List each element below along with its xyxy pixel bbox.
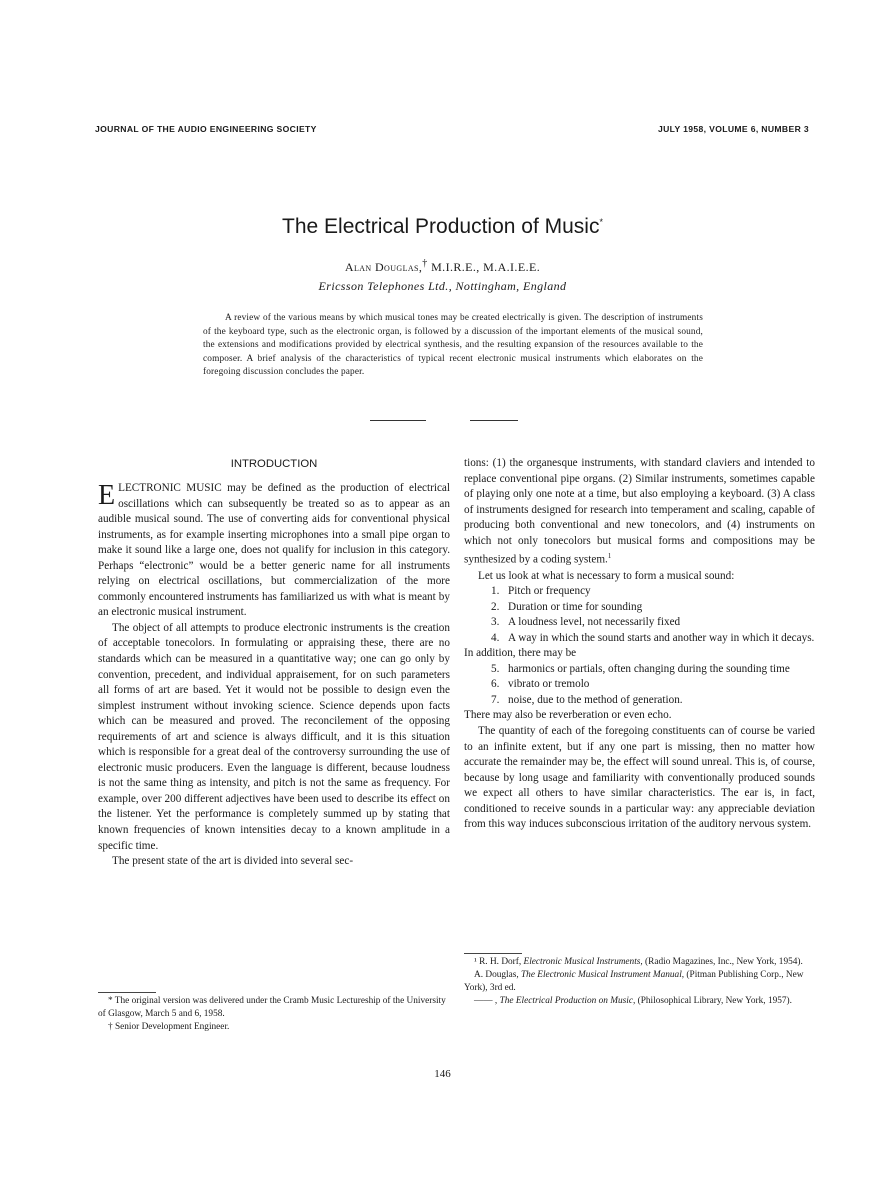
list-item — [464, 584, 815, 600]
list-item-text: Pitch or frequency — [508, 585, 591, 598]
section-heading-introduction: INTRODUCTION — [230, 458, 318, 470]
list-item-number: 2. — [491, 600, 500, 613]
title-text: The Electrical Production of Music — [282, 215, 600, 238]
list-item — [464, 693, 815, 709]
list-item-text: Duration or time for sounding — [508, 600, 643, 613]
paper-title — [0, 215, 885, 239]
footnote-ref-1-title: Electronic Musical Instruments, — [523, 957, 643, 967]
title-footnote-mark: * — [599, 217, 603, 227]
journal-name: JOURNAL OF THE AUDIO ENGINEERING SOCIETY — [95, 124, 317, 134]
list-item — [464, 662, 815, 678]
intro-paragraph-2: The object of all attempts to produce electronic instruments is the creation of acceptable tonecolors. In formulating or appraising these, there are no standards which can be measured in a quantitative way; one can go only by convention, precedent, and individual appraisement, for on such parameters all forms of art are based. Yet it would not be possible to design even the simplest instrument without invoking science. Science depends upon facts which can be measured and proved. The reconcilement of the opposing requirements of art and science is always difficult, and it is this situation which is responsible for a great deal of the controversy surrounding the use of electronic music producers. Even the language is different, because loudness is not the same thing as intensity, and pitch is not the same as frequency. For example, over 200 different adjectives have been used to describe its effect on the listener. Yet the performance is completely summed up by stating that known frequencies of known intensities decay to a known amplitude in a specific time. — [98, 621, 450, 852]
right-paragraph-4: There may also be reverberation or even echo. — [464, 709, 672, 722]
author-line — [0, 258, 885, 275]
additional-elements-list — [464, 662, 815, 709]
footnote-author: † Senior Development Engineer. — [108, 1022, 230, 1032]
footnote-ref-1 — [464, 956, 815, 969]
right-paragraph-1 — [464, 456, 815, 569]
right-column — [464, 456, 815, 833]
right-paragraph-2: Let us look at what is necessary to form a musical sound: — [478, 569, 735, 582]
sound-elements-list — [464, 584, 815, 646]
footnotes-right — [464, 953, 815, 1008]
footnote-ref-3-title: The Electrical Production on Music, — [499, 996, 636, 1006]
footnote-ref-3 — [464, 995, 815, 1008]
right-paragraph-5: The quantity of each of the foregoing constituents can of course be varied to an infinite extent, but if any one part is missing, then no matter how accurate the remainder may be, the effect will sound unreal. This is, of course, because by long usage and familiarity with conventionally produced sounds we expect all others to have similar characteristics. The ear is, in fact, conditioned to receive sounds in a particular way: any appreciable deviation from this way induces subconscious irritation of the auditory nervous system. — [464, 725, 815, 831]
list-item-number: 1. — [491, 585, 500, 598]
footnote-ref-3-author: —— , — [474, 996, 500, 1006]
drop-cap: E — [98, 480, 116, 511]
list-item-number: 6. — [491, 678, 500, 691]
right-paragraph-1-text: tions: (1) the organesque instruments, with standard claviers and intended to replace conventional pipe organs. (2) Similar instruments, sometimes capable of playing only one note at a time, but also employing a keyboard. (3) A class of instruments designed for research into temperament and scaling, capable of producing both conventional and new tonecolors, and (4) instruments on which not only tonecolors but musical forms and compositions may be synthesized by a coding system. — [464, 457, 815, 567]
list-item-text: A loudness level, not necessarily fixed — [508, 616, 681, 629]
list-item-number: 7. — [491, 693, 500, 706]
list-item — [464, 677, 815, 693]
reference-mark-1: 1 — [607, 552, 612, 561]
footnote-lecture: * The original version was delivered under the Cramb Music Lectureship of the University of Glasgow, March 5 and 6, 1958. — [98, 996, 446, 1019]
intro-paragraph-1-text: LECTRONIC MUSIC may be defined as the production of electrical oscillations which can subsequently be treated so as to appear as an audible musical sound. The use of converting aids for conventional physical instruments, as for example inserting microphones into a small pipe organ to make it sound like a large one, does not qualify for inclusion in this category. Perhaps “electronic” would be a better generic name for all instruments relying on electrical oscillations, but commercialization of the more commonly encountered instruments has familiarized us with what is meant by an electronic musical instrument. — [98, 482, 450, 619]
affiliation: Ericsson Telephones Ltd., Nottingham, England — [318, 279, 567, 293]
author-footnote-mark: † — [422, 258, 428, 269]
footnote-ref-2 — [464, 969, 815, 995]
author-name: Alan Douglas, — [344, 260, 423, 274]
list-item-number: 3. — [491, 616, 500, 629]
page-number: 146 — [434, 1068, 451, 1080]
footnote-ref-2-title: The Electronic Musical Instrument Manual, — [521, 970, 685, 980]
list-item — [464, 600, 815, 616]
footnote-ref-1-publisher: (Radio Magazines, Inc., New York, 1954). — [642, 957, 803, 967]
list-item-text: A way in which the sound starts and another way in which it decays. — [508, 631, 815, 644]
list-item — [464, 615, 815, 631]
left-column — [98, 481, 450, 870]
list-item-number: 4. — [491, 631, 500, 644]
footnote-ref-2-author: A. Douglas, — [474, 970, 521, 980]
list-item-text: vibrato or tremolo — [508, 678, 590, 691]
list-item-number: 5. — [491, 662, 500, 675]
footnote-ref-3-publisher: (Philosophical Library, New York, 1957). — [635, 996, 792, 1006]
footnotes-left — [98, 992, 450, 1034]
list-item-text: noise, due to the method of generation. — [508, 693, 683, 706]
list-item — [464, 631, 815, 647]
separator-rule-1 — [370, 420, 426, 421]
author-credentials: M.I.R.E., M.A.I.E.E. — [427, 260, 541, 274]
issue-info: JULY 1958, VOLUME 6, NUMBER 3 — [657, 124, 809, 134]
footnote-ref-1-author: ¹ R. H. Dorf, — [474, 957, 524, 967]
right-paragraph-3: In addition, there may be — [464, 647, 577, 660]
footnote-rule-left — [98, 992, 156, 993]
intro-paragraph-1 — [98, 481, 450, 621]
footnote-ref-2-publisher: (Pitman Publishing Corp., New York), 3rd ed. — [464, 970, 804, 993]
intro-paragraph-3: The present state of the art is divided into several sec- — [112, 855, 354, 868]
separator-rule-2 — [470, 420, 518, 421]
abstract: A review of the various means by which musical tones may be created electrically is given. The description of instruments of the keyboard type, such as the electronic organ, is followed by a discussion of the important elements of the musical sound, the extensions and modifications provided by electrical synthesis, and the resulting expansion of the resources available to the composer. A brief analysis of the characteristics of typical recent electronic musical instruments which elaborates on the foregoing discussion concludes the paper. — [203, 313, 703, 377]
list-item-text: harmonics or partials, often changing during the sounding time — [508, 662, 790, 675]
footnote-rule-right — [464, 953, 522, 954]
